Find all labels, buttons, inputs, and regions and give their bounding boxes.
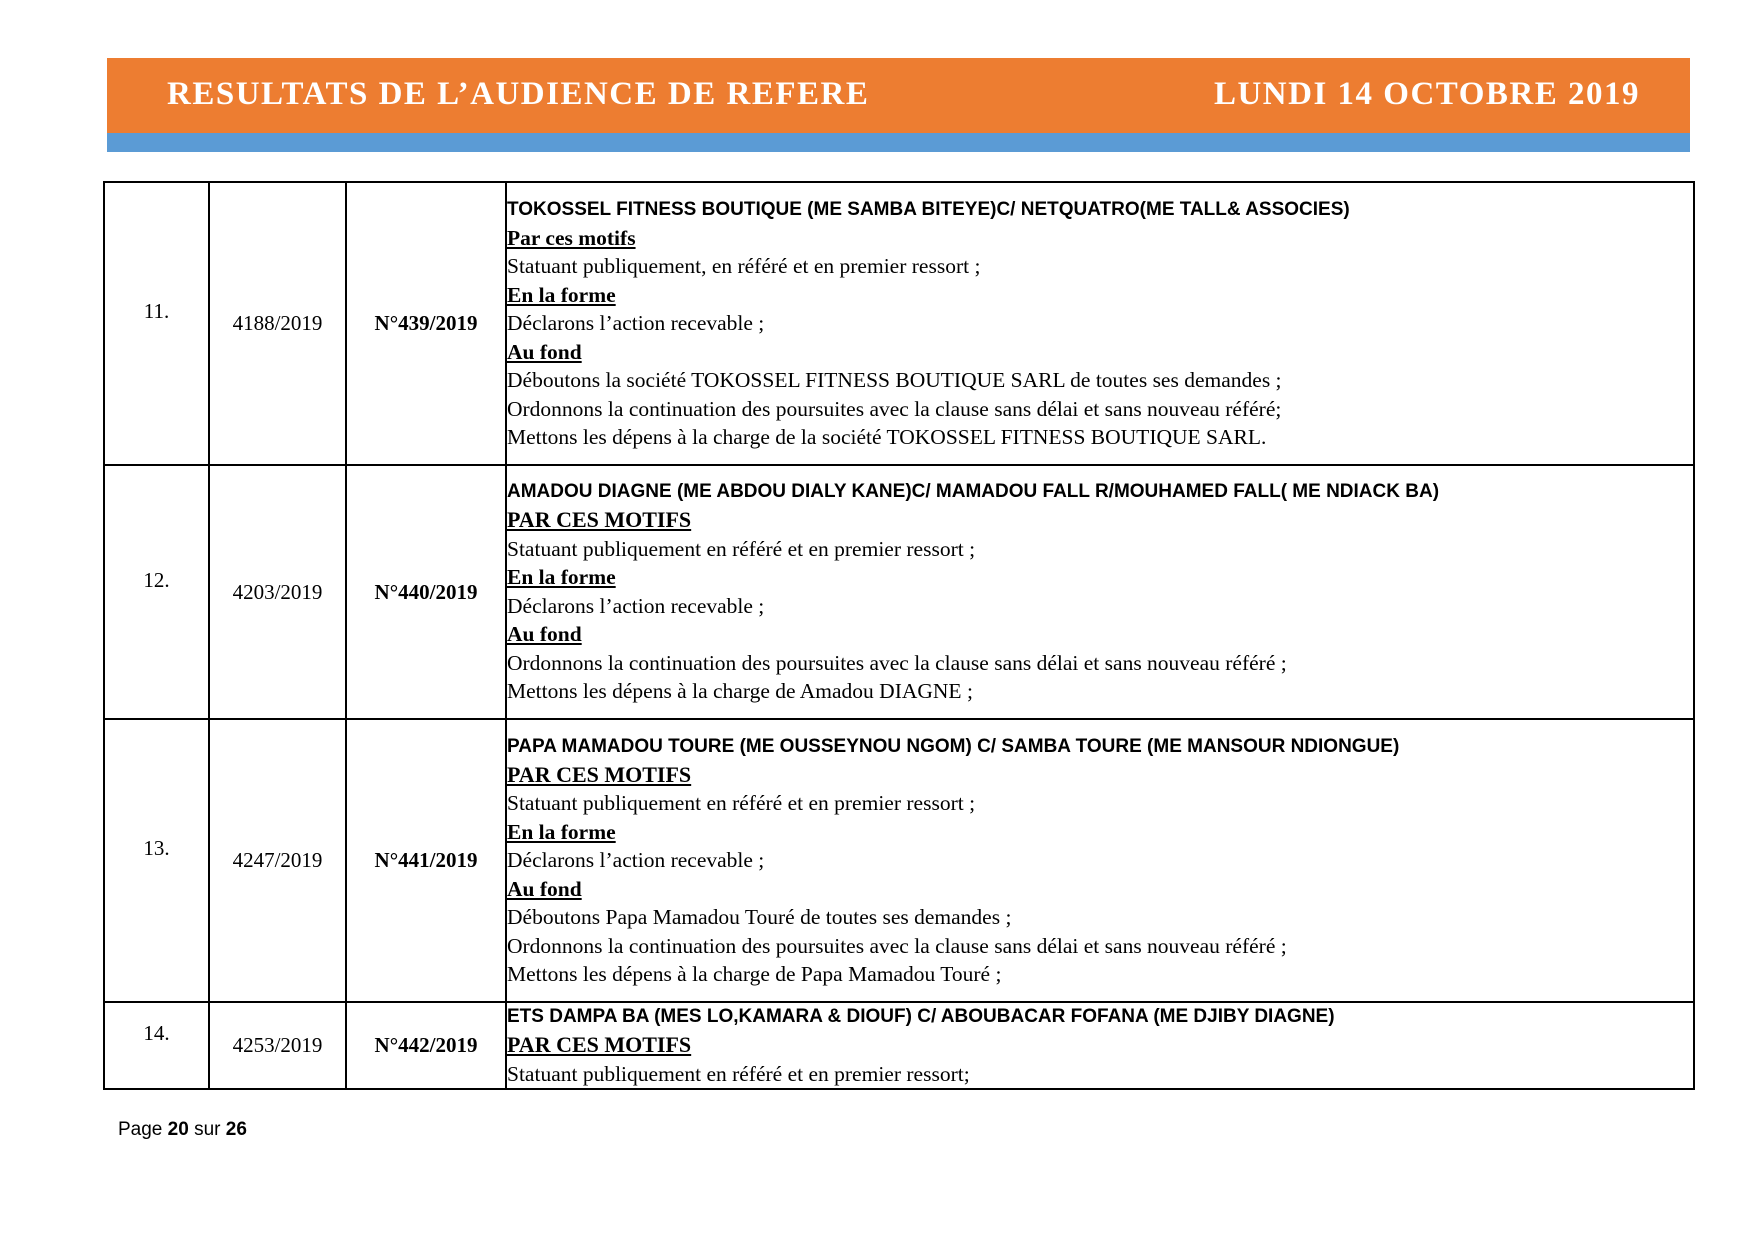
fond-line: Déboutons Papa Mamadou Touré de toutes ses demandes ;: [507, 905, 1012, 929]
forme-line: Déclarons l’action recevable ;: [507, 311, 765, 335]
footer-page-total: 26: [225, 1119, 247, 1140]
fond-line: Ordonnons la continuation des poursuites avec la clause sans délai et sans nouveau référé ;: [507, 933, 1287, 958]
fond-line: Déboutons la société TOKOSSEL FITNESS BOUTIQUE SARL de toutes ses demandes ;: [507, 368, 1282, 392]
parties-line: PAPA MAMADOU TOURE (ME OUSSEYNOU NGOM) C/ SAMBA TOURE (ME MANSOUR NDIONGUE): [507, 735, 1400, 757]
header-accent-band: [107, 133, 1690, 152]
fond-heading: Au fond: [507, 622, 582, 647]
footer-page-sep: sur: [194, 1119, 221, 1140]
case-number: 11.: [104, 182, 209, 465]
role-number: 4188/2019: [209, 182, 346, 465]
case-number: 12.: [104, 465, 209, 719]
fond-heading: Au fond: [507, 876, 582, 901]
forme-heading: En la forme: [507, 282, 616, 307]
role-number: 4203/2019: [209, 465, 346, 719]
fond-heading: Au fond: [507, 339, 582, 364]
fond-line: Mettons les dépens à la charge de Amadou DIAGNE ;: [507, 679, 973, 704]
table-row: [104, 719, 1694, 1002]
decision-text: [506, 182, 1694, 465]
case-number: 14.: [104, 1002, 209, 1089]
table-row: [104, 1002, 1694, 1089]
motifs-heading: PAR CES MOTIFS: [507, 1032, 692, 1057]
table-row: [104, 182, 1694, 465]
role-number: 4247/2019: [209, 719, 346, 1002]
results-table: [103, 181, 1695, 1090]
motifs-heading: PAR CES MOTIFS: [507, 761, 692, 787]
footer-page-current: 20: [167, 1119, 189, 1140]
motifs-heading: PAR CES MOTIFS: [507, 507, 692, 533]
fond-line: Mettons les dépens à la charge de Papa Mamadou Touré ;: [507, 962, 1002, 986]
footer-page-label: Page: [118, 1119, 163, 1140]
page-footer: [118, 1119, 247, 1141]
forme-heading: En la forme: [507, 819, 616, 844]
statuant-line: Statuant publiquement en référé et en premier ressort ;: [507, 791, 976, 815]
fond-line: Mettons les dépens à la charge de la société TOKOSSEL FITNESS BOUTIQUE SARL.: [507, 425, 1267, 449]
statuant-line: Statuant publiquement en référé et en premier ressort;: [507, 1061, 970, 1086]
parties-line: ETS DAMPA BA (MES LO,KAMARA & DIOUF) C/ ABOUBACAR FOFANA (ME DJIBY DIAGNE): [507, 1006, 1335, 1027]
header-date: LUNDI 14 OCTOBRE 2019: [1213, 76, 1640, 112]
ordonnance-number: N°442/2019: [346, 1002, 506, 1089]
decision-text: [506, 1002, 1694, 1089]
decision-text: [506, 465, 1694, 719]
ordonnance-number: N°441/2019: [346, 719, 506, 1002]
ordonnance-number: N°439/2019: [346, 182, 506, 465]
motifs-heading: Par ces motifs: [507, 225, 636, 250]
ordonnance-number: N°440/2019: [346, 465, 506, 719]
header-title: RESULTATS DE L’AUDIENCE DE REFERE: [167, 76, 870, 112]
forme-heading: En la forme: [507, 565, 616, 590]
forme-line: Déclarons l’action recevable ;: [507, 848, 765, 872]
fond-line: Ordonnons la continuation des poursuites avec la clause sans délai et sans nouveau référé;: [507, 396, 1282, 421]
case-number: 13.: [104, 719, 209, 1002]
role-number: 4253/2019: [209, 1002, 346, 1089]
parties-line: TOKOSSEL FITNESS BOUTIQUE (ME SAMBA BITEYE)C/ NETQUATRO(ME TALL& ASSOCIES): [507, 198, 1350, 220]
page-header: [107, 58, 1690, 133]
statuant-line: Statuant publiquement en référé et en premier ressort ;: [507, 536, 976, 561]
parties-line: AMADOU DIAGNE (ME ABDOU DIALY KANE)C/ MAMADOU FALL R/MOUHAMED FALL( ME NDIACK BA): [507, 481, 1440, 503]
forme-line: Déclarons l’action recevable ;: [507, 593, 765, 618]
decision-text: [506, 719, 1694, 1002]
table-row: [104, 465, 1694, 719]
fond-line: Ordonnons la continuation des poursuites avec la clause sans délai et sans nouveau référé ;: [507, 650, 1287, 675]
statuant-line: Statuant publiquement, en référé et en premier ressort ;: [507, 254, 981, 278]
